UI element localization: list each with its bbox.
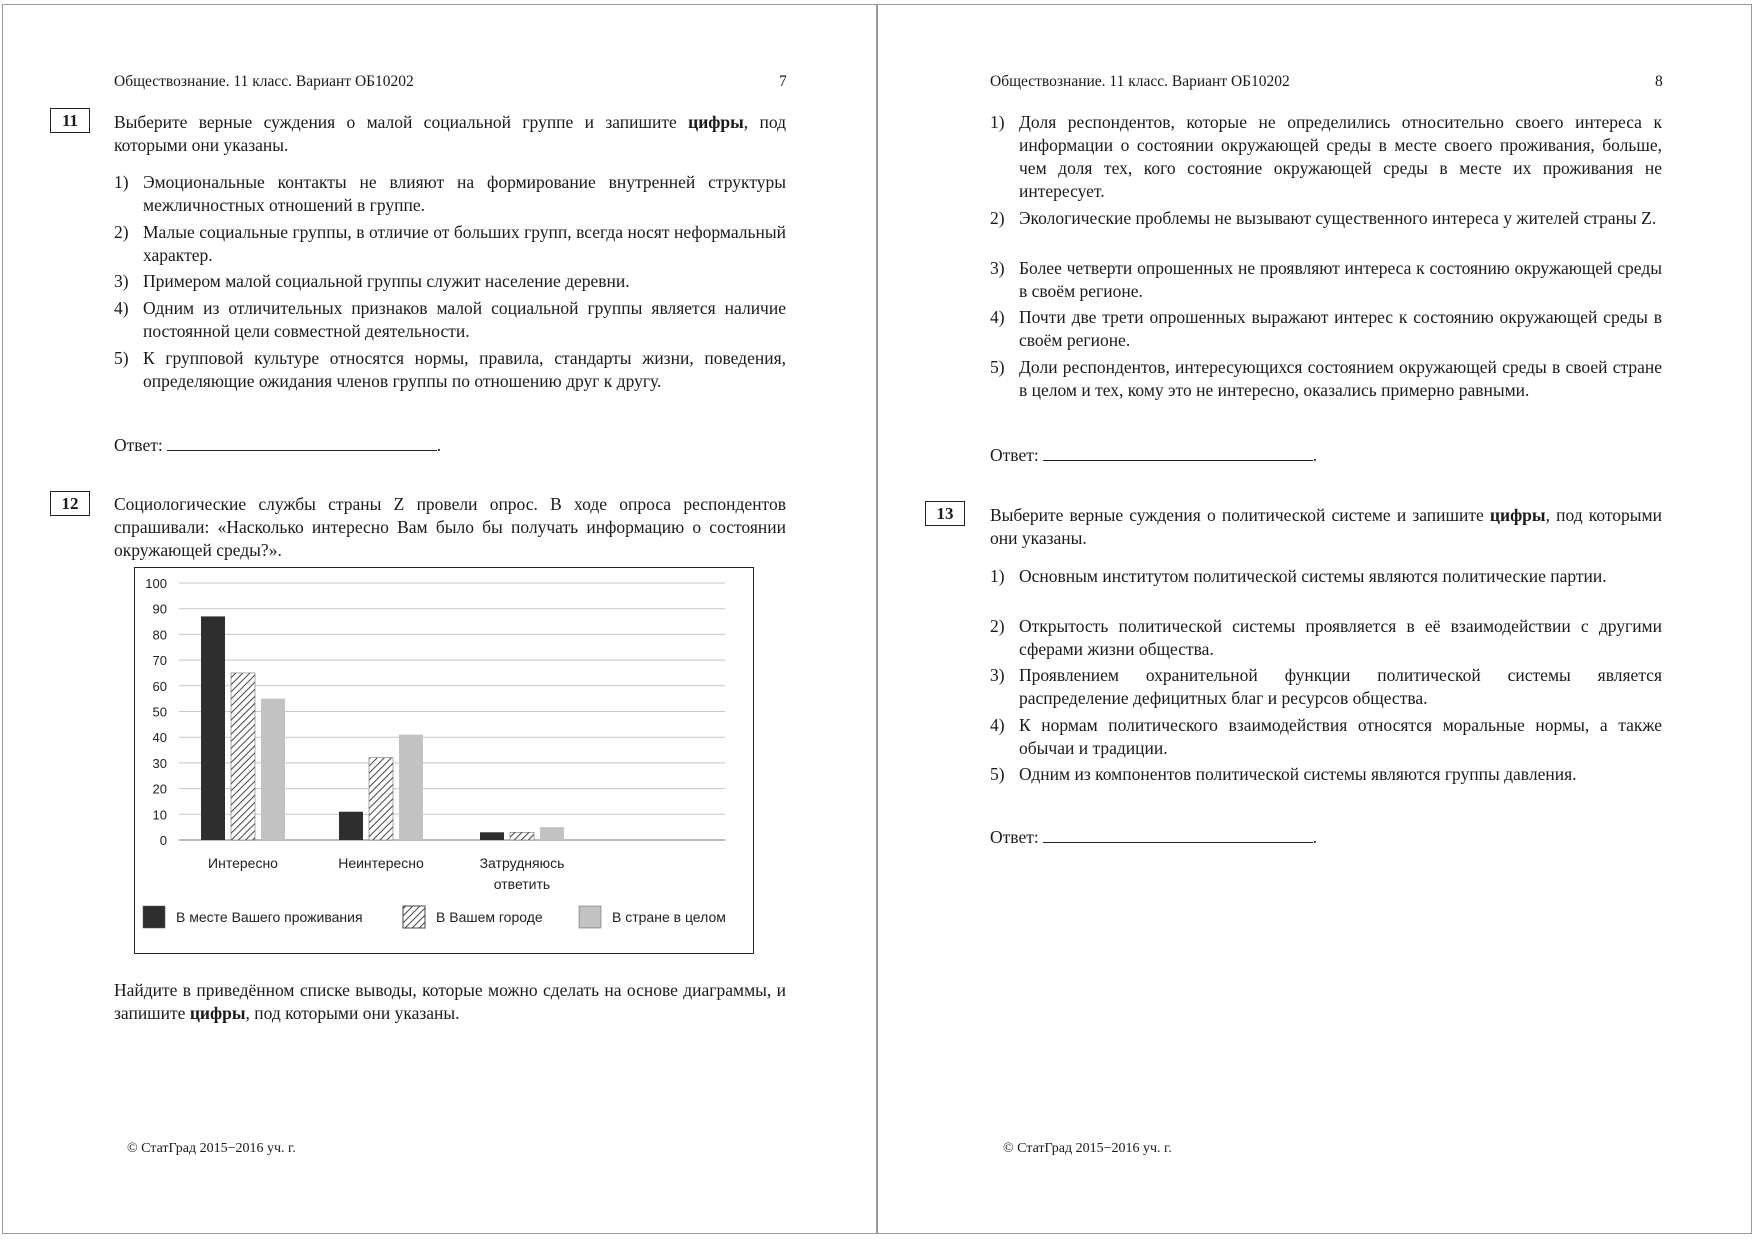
x-category-label: ответить	[493, 876, 551, 892]
q11-option-4: 4) Одним из отличительных признаков малой социальной группы является наличие постоянной цели совместной деятельности.	[114, 298, 786, 341]
y-tick-label: 80	[152, 627, 167, 643]
bold-digits: цифры	[688, 112, 744, 132]
bar-chart-svg	[135, 568, 752, 952]
bar-2-1	[231, 673, 255, 840]
bar-3-2	[399, 735, 423, 840]
q12-option-4: 4) Почти две трети опрошенных выражают интерес к состоянию окружающей среды в своём регионе.	[990, 307, 1662, 350]
page-header: Обществознание. 11 класс. Вариант ОБ10202	[990, 73, 1290, 90]
x-category-label: Интересно	[208, 855, 278, 871]
page-number: 7	[779, 73, 787, 90]
y-tick-label: 30	[152, 755, 167, 771]
q12-answer: Ответ: .	[990, 445, 1318, 465]
y-tick-label: 100	[145, 576, 167, 591]
q11-intro: Выберите верные суждения о малой социальной группе и запишите цифры, под которыми они указаны.	[114, 112, 786, 155]
q13-answer: Ответ: .	[990, 827, 1318, 847]
q12-option-3: 3) Более четверти опрошенных не проявляют интереса к состоянию окружающей среды в своём регионе.	[990, 258, 1662, 301]
answer-line[interactable]	[1043, 828, 1313, 843]
x-category-label: Затрудняюсь	[479, 855, 565, 871]
page-right	[877, 4, 1752, 1234]
bold-digits: цифры	[1489, 505, 1546, 525]
q11-option-1: 1) Эмоциональные контакты не влияют на формирование внутренней структуры межличностных отношений в группе.	[114, 172, 786, 215]
y-tick-label: 70	[152, 653, 167, 669]
y-tick-label: 40	[152, 730, 167, 746]
y-tick-label: 90	[152, 601, 167, 617]
y-tick-label: 50	[152, 704, 167, 720]
q11-option-3: 3) Примером малой социальной группы служит население деревни.	[114, 271, 630, 291]
q11-option-5: 5) К групповой культуре относятся нормы, правила, стандарты жизни, поведения, определяющие ожидания членов группы по отношению друг к другу.	[114, 348, 786, 391]
page-footer: © СтатГрад 2015−2016 уч. г.	[127, 1141, 296, 1156]
legend-swatch	[143, 906, 165, 928]
y-tick-label: 60	[152, 678, 167, 694]
q13-option-4: 4) К нормам политического взаимодействия относятся моральные нормы, а также обычаи и традиции.	[990, 715, 1662, 758]
page-footer: © СтатГрад 2015−2016 уч. г.	[1003, 1141, 1172, 1156]
q12-option-5: 5) Доли респондентов, интересующихся состоянием окружающей среды в своей стране в целом и тех, кому это не интересно, оказались примерно равными.	[990, 357, 1662, 400]
question-number-box: 13	[925, 501, 965, 526]
q11-answer: Ответ: .	[114, 435, 442, 455]
survey-chart	[134, 567, 754, 954]
y-tick-label: 0	[159, 833, 167, 848]
q13-option-5: 5) Одним из компонентов политической системы являются группы давления.	[990, 764, 1577, 784]
question-number-box: 12	[50, 491, 90, 516]
q13-option-2: 2) Открытость политической системы проявляется в её взаимодействии с другими сферами жизни общества.	[990, 616, 1662, 659]
bar-2-2	[369, 758, 393, 840]
question-number-box: 11	[50, 108, 90, 133]
x-category-label: Неинтересно	[338, 855, 424, 871]
q12-after-chart: Найдите в приведённом списке выводы, которые можно сделать на основе диаграммы, и запишите цифры, под которыми они указаны.	[114, 980, 786, 1023]
q12-option-2: 2) Экологические проблемы не вызывают существенного интереса у жителей страны Z.	[990, 208, 1657, 228]
q13-option-1: 1) Основным институтом политической системы являются политические партии.	[990, 566, 1607, 586]
legend-label: В Вашем городе	[436, 909, 543, 925]
bar-2-3	[510, 832, 534, 840]
legend-swatch	[579, 906, 601, 928]
q13-intro: Выберите верные суждения о политической системе и запишите цифры, под которыми они указаны.	[990, 505, 1662, 548]
q12-option-1: 1) Доля респондентов, которые не определились относительно своего интереса к информации о состоянии окружающей среды в месте своего проживания, больше, чем доля тех, кого состояние окружающей среды в месте их проживания не интересует.	[990, 112, 1662, 201]
q12-intro: Социологические службы страны Z провели опрос. В ходе опроса респондентов спрашивали: «Насколько интересно Вам было бы получать информацию о состоянии окружающей среды?».	[114, 494, 786, 560]
bar-1-3	[480, 832, 504, 840]
y-tick-label: 10	[152, 807, 167, 823]
bar-1-1	[201, 616, 225, 840]
legend-label: В месте Вашего проживания	[176, 909, 363, 925]
bar-3-1	[261, 699, 285, 840]
y-tick-label: 20	[152, 781, 167, 797]
page-header: Обществознание. 11 класс. Вариант ОБ10202	[114, 73, 414, 90]
legend-label: В стране в целом	[612, 909, 726, 925]
answer-line[interactable]	[167, 436, 437, 451]
bar-3-3	[540, 827, 564, 840]
bar-1-2	[339, 812, 363, 840]
bold-digits: цифры	[189, 1003, 246, 1023]
q13-option-3: 3) Проявлением охранительной функции политической системы является распределение дефицитных благ и ресурсов общества.	[990, 665, 1662, 708]
legend-swatch	[403, 906, 425, 928]
page-number: 8	[1655, 73, 1663, 90]
answer-line[interactable]	[1043, 446, 1313, 461]
q11-option-2: 2) Малые социальные группы, в отличие от больших групп, всегда носят неформальный характер.	[114, 222, 786, 265]
